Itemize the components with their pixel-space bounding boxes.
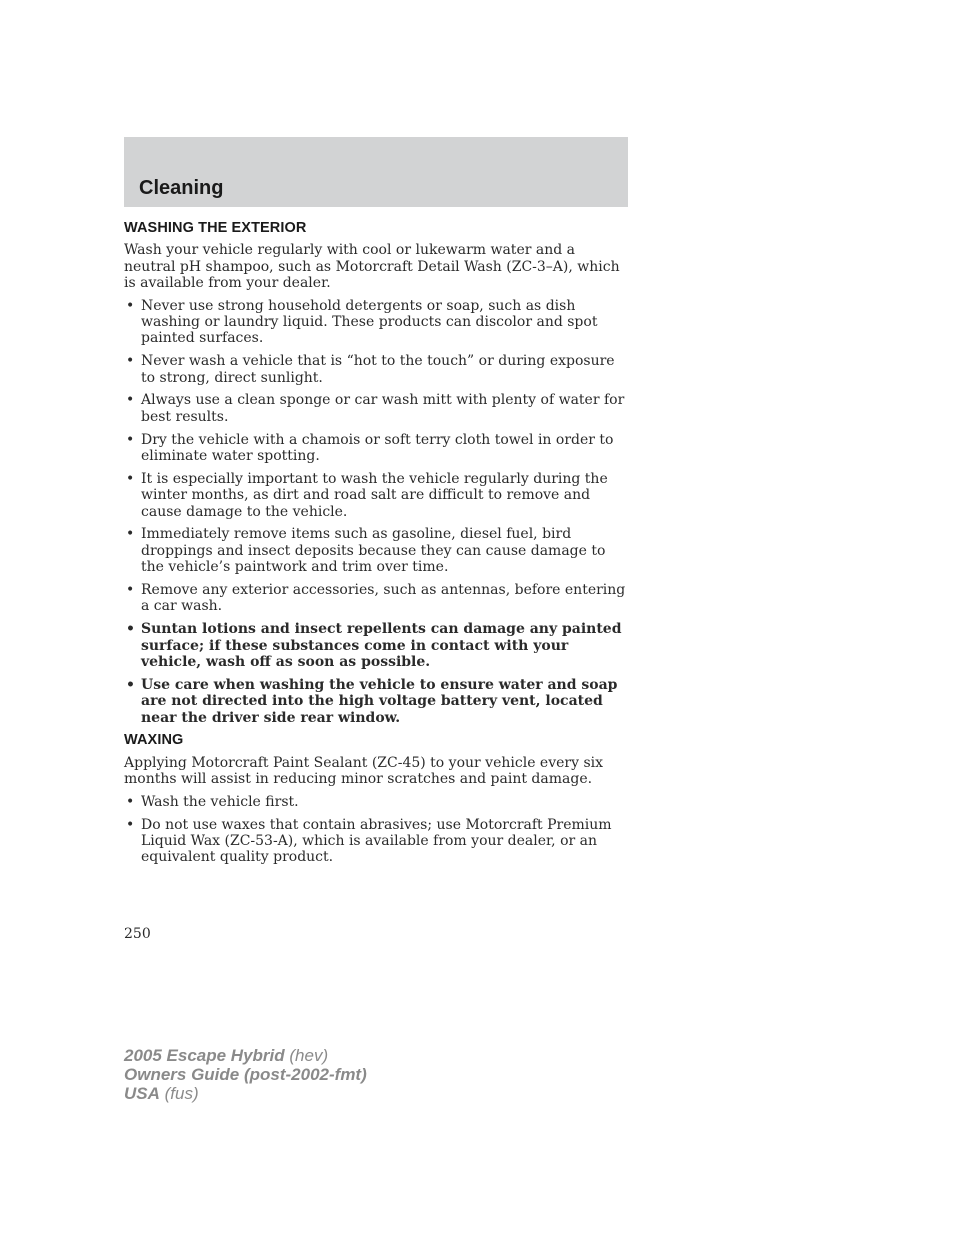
footer-model: 2005 Escape Hybrid bbox=[124, 1046, 285, 1065]
waxing-heading: WAXING bbox=[124, 732, 184, 749]
section-header-band bbox=[124, 137, 628, 207]
waxing-bullet-list bbox=[124, 794, 628, 866]
list-item: • Dry the vehicle with a chamois or soft terry cloth towel in order to eliminate water spotting. bbox=[124, 432, 628, 465]
document-footer bbox=[124, 1046, 367, 1103]
footer-guide: Owners Guide (post-2002-fmt) bbox=[124, 1065, 367, 1084]
footer-line-3 bbox=[124, 1084, 367, 1103]
list-item: • Always use a clean sponge or car wash mitt with plenty of water for best results. bbox=[124, 392, 628, 425]
page-number: 250 bbox=[124, 926, 151, 942]
list-item: • Immediately remove items such as gasoline, diesel fuel, bird droppings and insect deposits because they can cause damage to the vehicle’s paintwork and trim over time. bbox=[124, 526, 628, 575]
footer-model-code: (hev) bbox=[289, 1046, 329, 1065]
warning-list-item: • Suntan lotions and insect repellents can damage any painted surface; if these substances come in contact with your vehicle, wash off as soon as possible. bbox=[124, 621, 628, 670]
warning-list-item: • Use care when washing the vehicle to ensure water and soap are not directed into the high voltage battery vent, located near the driver side rear window. bbox=[124, 677, 628, 726]
washing-intro: Wash your vehicle regularly with cool or lukewarm water and a neutral pH shampoo, such as Motorcraft Detail Wash (ZC-3–A), which is available from your dealer. bbox=[124, 242, 620, 292]
page-content bbox=[124, 220, 628, 872]
list-item: • Wash the vehicle first. bbox=[124, 794, 628, 810]
list-item: • Do not use waxes that contain abrasives; use Motorcraft Premium Liquid Wax (ZC-53-A), which is available from your dealer, or an equivalent quality product. bbox=[124, 817, 628, 866]
list-item: • Never use strong household detergents or soap, such as dish washing or laundry liquid. These products can discolor and spot painted surfaces. bbox=[124, 298, 628, 347]
washing-heading: WASHING THE EXTERIOR bbox=[124, 220, 307, 236]
list-item: • It is especially important to wash the vehicle regularly during the winter months, as dirt and road salt are difficult to remove and cause damage to the vehicle. bbox=[124, 471, 628, 520]
footer-line-1 bbox=[124, 1046, 367, 1065]
waxing-intro: Applying Motorcraft Paint Sealant (ZC-45) to your vehicle every six months will assist in reducing minor scratches and paint damage. bbox=[124, 754, 604, 788]
section-title: Cleaning bbox=[139, 177, 224, 199]
footer-market: USA bbox=[124, 1084, 160, 1103]
list-item: • Remove any exterior accessories, such as antennas, before entering a car wash. bbox=[124, 582, 628, 615]
list-item: • Never wash a vehicle that is “hot to the touch” or during exposure to strong, direct sunlight. bbox=[124, 353, 628, 386]
washing-bullet-list bbox=[124, 298, 628, 726]
footer-market-code: (fus) bbox=[164, 1084, 199, 1103]
footer-line-2 bbox=[124, 1065, 367, 1084]
